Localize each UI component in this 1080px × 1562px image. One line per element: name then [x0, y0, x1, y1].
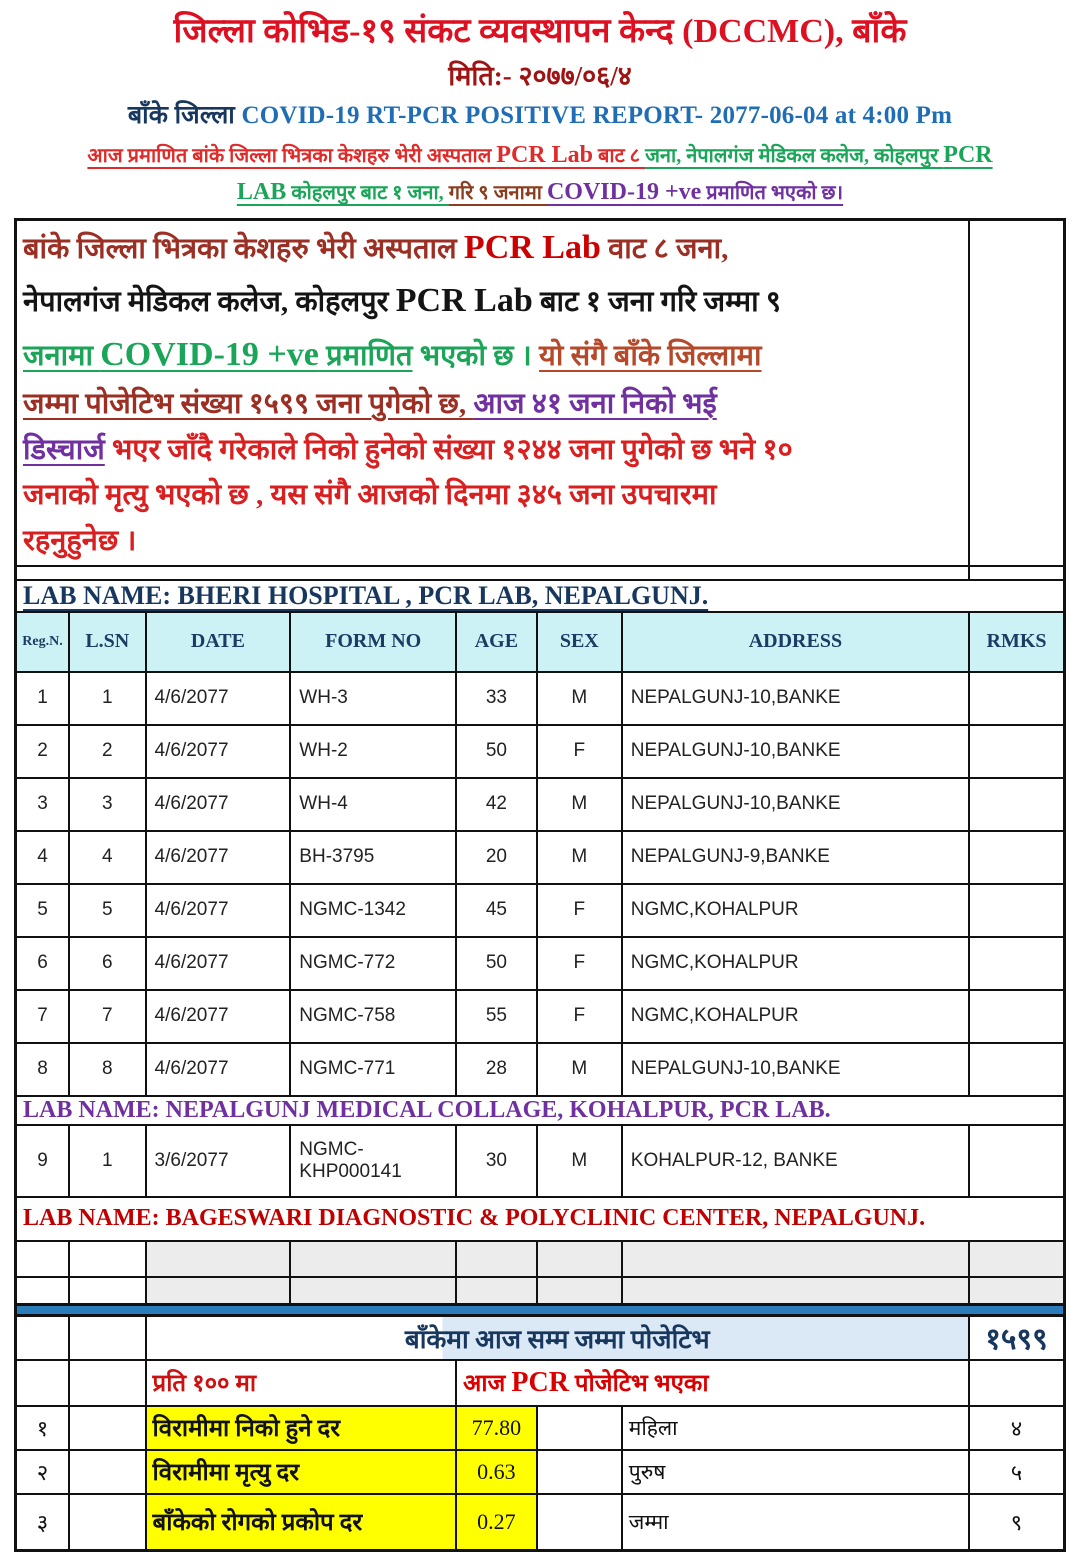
table-cell: NEPALGUNJ-10,BANKE [622, 725, 969, 778]
text-segment: भएर जाँदै गरेकाले निको हुनेको संख्या १२४४ जना पुगेको छ भने १० [104, 433, 793, 466]
text-segment: आज ४१ जना निको भई [473, 387, 717, 420]
table-cell: BH-3795 [290, 831, 456, 884]
empty-cell [146, 1241, 291, 1277]
summary-line [23, 428, 962, 474]
text-segment: PCR [511, 1367, 569, 1399]
per-100-label: प्रति १०० मा [146, 1360, 456, 1406]
summary-paragraph [16, 219, 970, 566]
rate-value: 0.63 [456, 1450, 537, 1494]
table-row [16, 725, 1065, 778]
table-cell: NGMC,KOHALPUR [622, 990, 969, 1043]
empty-cell [456, 1241, 537, 1277]
lab-name-bageswari-row [16, 1197, 1065, 1241]
summary-line [23, 519, 962, 565]
ngmc-rows [16, 1125, 1065, 1197]
table-row [16, 990, 1065, 1043]
table-cell: 2 [69, 725, 146, 778]
lab-name-ngmc [23, 1097, 1057, 1124]
total-positive-value: १५९९ [969, 1315, 1065, 1360]
empty-cell [456, 1277, 537, 1305]
table-cell: F [537, 937, 622, 990]
empty-cell [537, 1450, 622, 1494]
lab-name-bageswari [23, 1205, 1057, 1232]
empty-cell [146, 1277, 291, 1305]
summary-box-row [16, 219, 1065, 566]
table-row [16, 1043, 1065, 1096]
table-cell: NGMC,KOHALPUR [622, 884, 969, 937]
table-cell: 33 [456, 672, 537, 725]
rate-sn: ३ [16, 1494, 69, 1551]
table-cell: NGMC-772 [290, 937, 456, 990]
table-cell: 42 [456, 778, 537, 831]
table-cell: 7 [16, 990, 69, 1043]
rate-group-label: पुरुष [622, 1450, 969, 1494]
table-cell: 4/6/2077 [146, 990, 291, 1043]
report-header [14, 10, 1066, 212]
table-cell [969, 672, 1065, 725]
text-segment: यो संगै बाँके जिल्लामा [539, 340, 762, 372]
table-cell [969, 831, 1065, 884]
text-segment: COVID-19 RT-PCR POSITIVE REPORT- 2077-06-04 at 4:00 Pm [241, 102, 953, 130]
table-cell: 8 [69, 1043, 146, 1096]
text-segment: प्रमाणित भएको छ। [701, 182, 844, 205]
empty-cell [537, 1241, 622, 1277]
rate-row [16, 1450, 1065, 1494]
table-cell: 45 [456, 884, 537, 937]
column-header-formno: FORM NO [290, 612, 456, 672]
table-cell: NGMC-758 [290, 990, 456, 1043]
table-cell: NGMC-1342 [290, 884, 456, 937]
rate-sn: १ [16, 1406, 69, 1450]
lab-name-bheri [23, 581, 1057, 611]
spacer-cell [16, 566, 970, 580]
table-row [16, 1125, 1065, 1197]
text-segment: PCR Lab [395, 282, 533, 320]
text-segment: COVID-19 +ve [100, 336, 319, 373]
empty-cell [16, 1360, 69, 1406]
text-segment: वाट ८ जना, [600, 232, 729, 265]
table-cell [969, 990, 1065, 1043]
table-cell: 30 [456, 1125, 537, 1197]
table-cell: NEPALGUNJ-10,BANKE [622, 1043, 969, 1096]
empty-cell [69, 1450, 146, 1494]
summary-line [23, 328, 962, 382]
table-cell: F [537, 884, 622, 937]
text-segment: जनामा [23, 340, 101, 372]
table-cell: 4/6/2077 [146, 778, 291, 831]
table-cell: WH-2 [290, 725, 456, 778]
column-header-regn: Reg.N. [16, 612, 69, 672]
text-segment: LAB NAME: NEPALGUNJ MEDICAL COLLAGE, KOHALPUR, PCR LAB. [23, 1096, 831, 1123]
table-cell [969, 725, 1065, 778]
text-segment: बाट १ जना गरि जम्मा ९ [532, 286, 781, 319]
table-cell: 4/6/2077 [146, 831, 291, 884]
column-header-sex: SEX [537, 612, 622, 672]
empty-cell [16, 1277, 69, 1305]
table-cell: 3 [16, 778, 69, 831]
table-cell [969, 1043, 1065, 1096]
table-cell: 28 [456, 1043, 537, 1096]
table-cell [969, 937, 1065, 990]
table-cell: 4/6/2077 [146, 725, 291, 778]
today-pcr-positive-label [456, 1360, 969, 1406]
table-cell: 4/6/2077 [146, 884, 291, 937]
bheri-rows [16, 672, 1065, 1096]
lab-name-ngmc-row [16, 1096, 1065, 1125]
empty-cell [537, 1277, 622, 1305]
rate-count: ४ [969, 1406, 1065, 1450]
table-row [16, 831, 1065, 884]
rate-rows [16, 1406, 1065, 1551]
empty-cell [622, 1241, 969, 1277]
empty-cell [969, 1241, 1065, 1277]
text-segment: LAB NAME: BHERI HOSPITAL , PCR LAB, NEPALGUNJ. [23, 580, 709, 610]
rate-count: ५ [969, 1450, 1065, 1494]
table-cell: NGMC-KHP000141 [290, 1125, 456, 1197]
table-cell [969, 884, 1065, 937]
text-segment: बाट ८ [592, 145, 646, 168]
table-cell: 3 [69, 778, 146, 831]
table-cell: WH-3 [290, 672, 456, 725]
text-segment: जनाको मृत्यु भएको छ , यस संगै आजको दिनमा ३४५ जना उपचारमा [23, 479, 717, 512]
text-segment: जम्मा पोजेटिभ संख्या १५९९ जना पुगेको छ, [23, 387, 474, 420]
table-row [16, 884, 1065, 937]
column-header-rmks: RMKS [969, 612, 1065, 672]
empty-cell [622, 1277, 969, 1305]
table-cell: 5 [69, 884, 146, 937]
lab-name-bheri-row [16, 580, 1065, 612]
text-segment: रहनुहुनेछ । [23, 525, 137, 558]
empty-row [16, 1277, 1065, 1305]
table-cell: 1 [16, 672, 69, 725]
total-positive-label: बाँकेमा आज सम्म जम्मा पोजेटिभ [146, 1315, 969, 1360]
table-cell: NEPALGUNJ-9,BANKE [622, 831, 969, 884]
table-cell: M [537, 831, 622, 884]
table-cell: 50 [456, 725, 537, 778]
column-header-lsn: L.SN [69, 612, 146, 672]
table-cell: 9 [16, 1125, 69, 1197]
empty-cell [537, 1494, 622, 1551]
empty-cell [969, 1277, 1065, 1305]
text-segment: कोहलपुर बाट १ जना, [286, 182, 449, 205]
rate-group-label: महिला [622, 1406, 969, 1450]
table-row [16, 672, 1065, 725]
table-cell: M [537, 1043, 622, 1096]
table-cell: F [537, 990, 622, 1043]
table-cell: NGMC-771 [290, 1043, 456, 1096]
rate-value: 77.80 [456, 1406, 537, 1450]
rate-row [16, 1494, 1065, 1551]
intro-line-1 [14, 137, 1066, 174]
text-segment: LAB [236, 179, 287, 206]
table-cell: 8 [16, 1043, 69, 1096]
empty-cell [969, 1360, 1065, 1406]
text-segment: बाँके जिल्ला [127, 102, 242, 130]
empty-cell [69, 1277, 146, 1305]
text-segment: गरि ९ जनामा [448, 182, 547, 205]
table-row [16, 778, 1065, 831]
text-segment: जना, नेपालगंज मेडिकल कलेज, कोहलपुर [645, 145, 944, 168]
table-cell: NEPALGUNJ-10,BANKE [622, 672, 969, 725]
summary-line [23, 382, 962, 428]
table-row [16, 937, 1065, 990]
text-segment: PCR Lab [463, 228, 601, 266]
text-segment: आज [463, 1371, 512, 1398]
table-cell: NGMC,KOHALPUR [622, 937, 969, 990]
blue-divider [16, 1304, 1065, 1315]
empty-row [16, 1241, 1065, 1277]
table-cell: 1 [69, 672, 146, 725]
empty-cell [69, 1494, 146, 1551]
summary-line [23, 221, 962, 275]
text-segment: COVID-19 +ve [546, 179, 702, 206]
table-cell: 4/6/2077 [146, 937, 291, 990]
rate-row [16, 1406, 1065, 1450]
table-cell [969, 778, 1065, 831]
rate-label: विरामीमा निको हुने दर [146, 1406, 456, 1450]
per-100-row [16, 1360, 1065, 1406]
text-segment: नेपालगंज मेडिकल कलेज, कोहलपुर [23, 286, 396, 319]
table-header-row [16, 612, 1065, 672]
text-segment: आज प्रमाणित बांके जिल्ला भित्रका केशहरु भेरी अस्पताल [87, 145, 497, 168]
report-table [14, 218, 1066, 1552]
empty-cell [16, 1315, 69, 1360]
table-cell: 20 [456, 831, 537, 884]
empty-cell [69, 1406, 146, 1450]
column-header-address: ADDRESS [622, 612, 969, 672]
total-positive-row [16, 1315, 1065, 1360]
table-cell: M [537, 1125, 622, 1197]
table-cell: F [537, 725, 622, 778]
rate-sn: २ [16, 1450, 69, 1494]
spacer-row [16, 566, 1065, 580]
rate-count: ९ [969, 1494, 1065, 1551]
text-segment: डिस्चार्ज [23, 433, 105, 466]
table-cell: 7 [69, 990, 146, 1043]
table-cell: 1 [69, 1125, 146, 1197]
empty-cell [290, 1241, 456, 1277]
rate-group-label: जम्मा [622, 1494, 969, 1551]
text-segment: भएको छ । [412, 340, 540, 372]
column-header-date: DATE [146, 612, 291, 672]
page-title: जिल्ला कोभिड-१९ संकट व्यवस्थापन केन्द (DCCMC), बाँके [173, 13, 907, 50]
empty-cell [69, 1241, 146, 1277]
table-cell: 4/6/2077 [146, 672, 291, 725]
table-cell: 6 [69, 937, 146, 990]
text-segment: बांके जिल्ला भित्रका केशहरु भेरी अस्पताल [23, 232, 464, 265]
summary-line [23, 473, 962, 519]
table-cell: WH-4 [290, 778, 456, 831]
empty-cell [69, 1360, 146, 1406]
table-cell: 55 [456, 990, 537, 1043]
report-title [14, 97, 1066, 131]
empty-cell [537, 1406, 622, 1450]
table-cell: 5 [16, 884, 69, 937]
text-segment: प्रमाणित [318, 340, 413, 372]
spacer-rmks-cell [969, 566, 1065, 580]
column-header-age: AGE [456, 612, 537, 672]
text-segment: PCR Lab [496, 142, 593, 169]
text-segment: पोजेटिभ भएका [568, 1371, 709, 1398]
table-cell: 4/6/2077 [146, 1043, 291, 1096]
table-cell: 4 [69, 831, 146, 884]
table-cell: 50 [456, 937, 537, 990]
intro-line-2 [14, 174, 1066, 211]
table-cell: M [537, 672, 622, 725]
table-cell [969, 1125, 1065, 1197]
text-segment: PCR [943, 142, 993, 169]
table-cell: NEPALGUNJ-10,BANKE [622, 778, 969, 831]
blue-divider-row [16, 1304, 1065, 1315]
table-cell: KOHALPUR-12, BANKE [622, 1125, 969, 1197]
empty-cell [69, 1315, 146, 1360]
rate-value: 0.27 [456, 1494, 537, 1551]
summary-line [23, 274, 962, 328]
summary-rmks-cell [969, 219, 1065, 566]
date-line: मिति:- २०७७/०६/४ [448, 61, 632, 92]
table-cell: 6 [16, 937, 69, 990]
table-cell: M [537, 778, 622, 831]
table-cell: 3/6/2077 [146, 1125, 291, 1197]
empty-cell [16, 1241, 69, 1277]
table-cell: 4 [16, 831, 69, 884]
table-cell: 2 [16, 725, 69, 778]
rate-label: बाँकेको रोगको प्रकोप दर [146, 1494, 456, 1551]
text-segment: LAB NAME: BAGESWARI DIAGNOSTIC & POLYCLINIC CENTER, NEPALGUNJ. [23, 1205, 926, 1232]
rate-label: विरामीमा मृत्यु दर [146, 1450, 456, 1494]
empty-cell [290, 1277, 456, 1305]
